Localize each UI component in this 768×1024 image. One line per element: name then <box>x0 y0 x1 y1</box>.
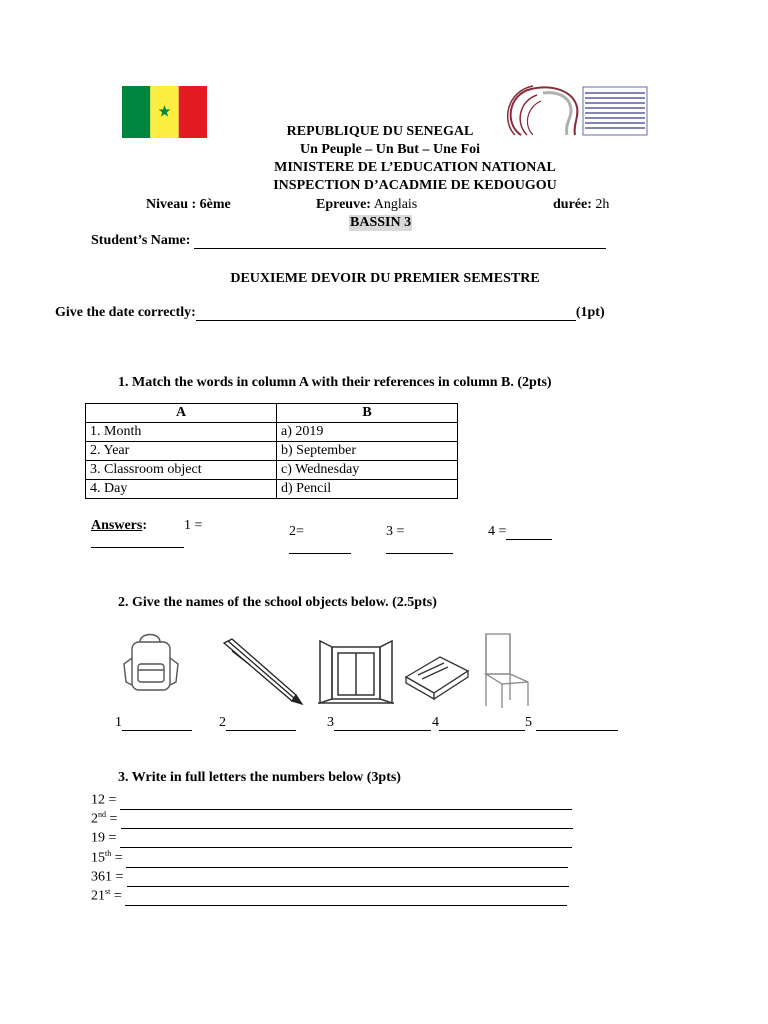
cell-b: b) September <box>277 442 458 461</box>
object-blank-1 <box>115 715 192 731</box>
column-a-header: A <box>86 404 277 423</box>
chair-icon <box>478 630 536 710</box>
q1-title: 1. Match the words in column A with their references in column B. (2pts) <box>118 375 552 390</box>
duration-value: 2h <box>595 197 610 212</box>
equals-sign: = <box>112 869 124 885</box>
table-row <box>86 442 458 461</box>
table-row <box>86 423 458 442</box>
answer-3-input[interactable] <box>386 553 453 554</box>
number-row <box>91 844 568 866</box>
table-row <box>86 461 458 480</box>
duration-field <box>553 197 609 213</box>
number-row <box>91 805 573 827</box>
duration-label: durée: <box>553 197 592 212</box>
window-icon <box>316 637 396 707</box>
ministry-name: MINISTERE DE L’EDUCATION NATIONAL <box>274 160 556 175</box>
column-b-header: B <box>277 404 458 423</box>
number-row <box>91 863 569 885</box>
level-label: Niveau : 6ème <box>146 197 231 212</box>
cell-a: 4. Day <box>86 480 277 499</box>
backpack-icon <box>118 630 183 695</box>
cell-b: c) Wednesday <box>277 461 458 480</box>
cell-b: a) 2019 <box>277 423 458 442</box>
chair-image <box>478 630 536 710</box>
blank-number: 4 <box>432 715 439 730</box>
q3-title: 3. Write in full letters the numbers below (3pts) <box>118 770 401 785</box>
flag-icon <box>122 86 207 138</box>
number-row <box>91 882 567 904</box>
answer-2-label: 2= <box>289 524 304 539</box>
cell-b: d) Pencil <box>277 480 458 499</box>
answers-colon: : <box>142 518 148 533</box>
equals-sign: = <box>105 792 117 808</box>
blank-number: 1 <box>115 715 122 730</box>
backpack-image <box>118 630 183 695</box>
blank-number: 2 <box>219 715 226 730</box>
student-name-row <box>91 233 606 249</box>
number-value: 19 <box>91 830 105 846</box>
answers-label: Answers <box>91 518 143 533</box>
blank-number: 3 <box>327 715 334 730</box>
object-1-input[interactable] <box>122 717 192 731</box>
answer-1-label: 1 = <box>184 518 203 533</box>
country-name: REPUBLIQUE DU SENEGAL <box>286 124 474 139</box>
book-image <box>400 647 472 707</box>
object-2-input[interactable] <box>226 717 296 731</box>
number-value: 15 <box>91 850 105 866</box>
answer-1 <box>184 518 202 534</box>
number-row <box>91 786 572 808</box>
pen-icon <box>220 637 305 707</box>
answer-2-input[interactable] <box>289 553 351 554</box>
answer-4-input[interactable] <box>506 526 552 540</box>
number-suffix: nd <box>98 810 106 819</box>
subject-label: Epreuve: <box>316 197 371 212</box>
exam-title: DEUXIEME DEVOIR DU PREMIER SEMESTRE <box>230 271 540 286</box>
number-row <box>91 824 572 846</box>
q2-title: 2. Give the names of the school objects below. (2.5pts) <box>118 595 437 610</box>
inspection-name: INSPECTION D’ACADMIE DE KEDOUGOU <box>273 178 557 193</box>
answer-3-label: 3 = <box>386 524 405 539</box>
equals-sign: = <box>110 888 122 904</box>
object-blank-3 <box>327 715 431 731</box>
book-icon <box>400 647 472 707</box>
date-question-points: (1pt) <box>575 305 605 320</box>
number-suffix: th <box>105 849 112 858</box>
object-3-input[interactable] <box>334 717 431 731</box>
number-suffix: st <box>105 887 111 896</box>
education-logo-icon <box>503 85 648 137</box>
pen-image <box>220 637 305 707</box>
object-blank-2 <box>219 715 296 731</box>
equals-sign: = <box>105 830 117 846</box>
matching-table <box>85 403 458 499</box>
cell-a: 3. Classroom object <box>86 461 277 480</box>
subject-field <box>316 197 417 213</box>
student-name-input[interactable] <box>194 235 606 249</box>
cell-a: 1. Month <box>86 423 277 442</box>
blank-number: 5 <box>525 715 532 730</box>
number-value: 21 <box>91 888 105 904</box>
basin-label: BASSIN 3 <box>350 215 412 230</box>
student-name-label: Student’s Name: <box>91 233 191 248</box>
object-4-input[interactable] <box>439 717 525 731</box>
answer-4-label: 4 = <box>488 524 507 539</box>
cell-a: 2. Year <box>86 442 277 461</box>
answer-1-input[interactable] <box>91 547 184 548</box>
motto: Un Peuple – Un But – Une Foi <box>299 142 481 157</box>
answer-4 <box>488 524 552 540</box>
equals-sign: = <box>111 850 123 866</box>
number-value: 361 <box>91 869 112 885</box>
equals-sign: = <box>106 811 118 827</box>
senegal-flag <box>122 86 207 138</box>
date-question <box>55 305 605 321</box>
object-blank-4 <box>432 715 525 731</box>
date-question-label: Give the date correctly: <box>55 305 196 320</box>
object-blank-5 <box>525 715 618 731</box>
number-value: 2 <box>91 811 98 827</box>
window-image <box>316 637 396 707</box>
answers-row <box>91 518 147 534</box>
ministry-logo <box>503 85 648 137</box>
subject-value: Anglais <box>373 197 418 212</box>
number-value: 12 <box>91 792 105 808</box>
table-row <box>86 480 458 499</box>
date-input[interactable] <box>196 307 576 321</box>
object-5-input[interactable] <box>536 717 618 731</box>
number-21st-input[interactable] <box>125 892 567 906</box>
